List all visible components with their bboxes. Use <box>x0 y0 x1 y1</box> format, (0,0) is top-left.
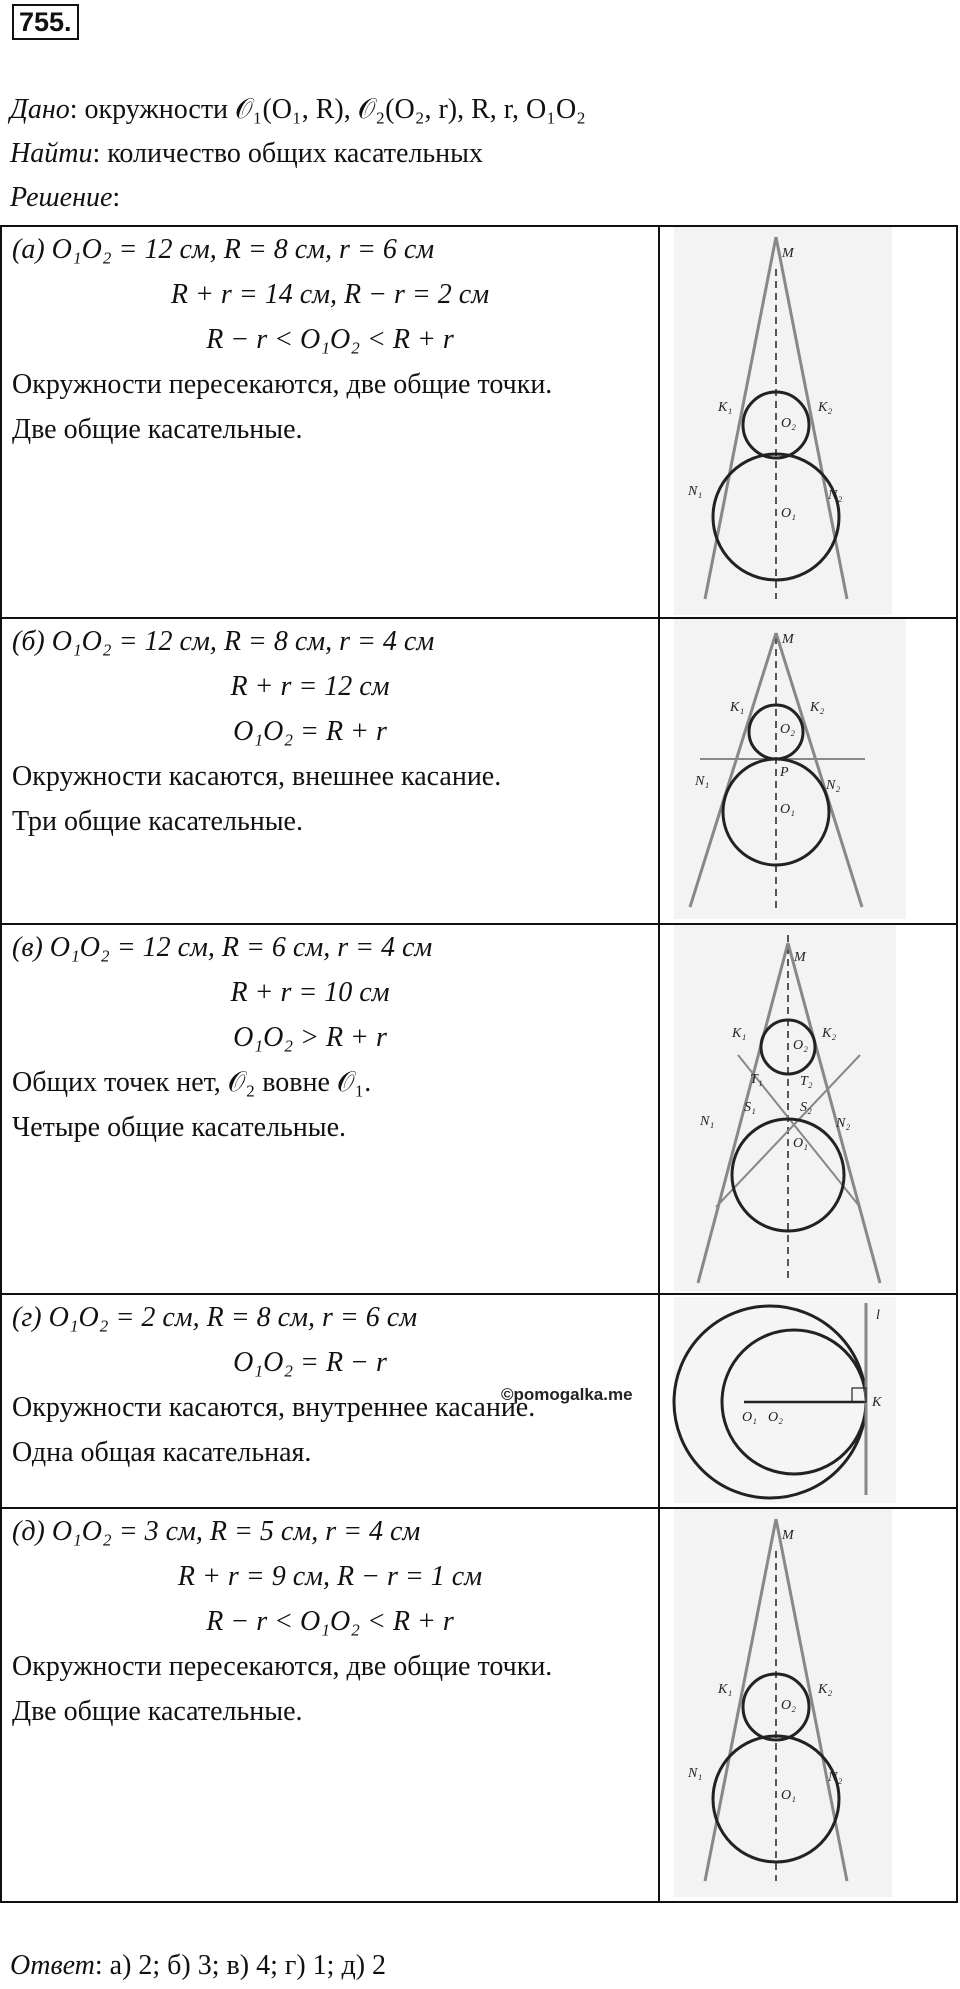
case-a-conclusion: Окружности пересекаются, две общие точки. <box>12 369 553 400</box>
case-e-row <box>1 1508 957 1902</box>
answer-label: Ответ <box>10 1950 95 1981</box>
label-K2: K₂ <box>818 400 833 415</box>
label-O1: O₁ <box>781 1788 796 1803</box>
label-O2: O₂ <box>768 1410 783 1425</box>
label-N2: N₂ <box>826 778 841 793</box>
label-N1: N₁ <box>700 1114 715 1129</box>
label-N1: N₁ <box>688 484 703 499</box>
label-N1: N₁ <box>695 774 710 789</box>
case-d-figure-cell <box>659 1294 957 1508</box>
label-K2: K₂ <box>822 1026 837 1041</box>
case-a-figure-cell <box>659 226 957 618</box>
case-d-figure <box>660 1295 956 1507</box>
given-text: : окружности 𝒪₁(O₁, R), 𝒪₂(O₂, r), R, r, O₁O₂ <box>69 94 586 125</box>
label-O2: O₂ <box>780 722 795 737</box>
case-a-tangents: Две общие касательные. <box>12 414 303 445</box>
case-d-row <box>1 1294 957 1508</box>
case-a-row <box>1 226 957 618</box>
label-S2: S₂ <box>800 1100 812 1115</box>
case-e-relation: R − r < O₁O₂ < R + r <box>206 1606 454 1637</box>
label-M: M <box>782 1528 794 1543</box>
case-c-sum: R + r = 10 см <box>230 977 390 1008</box>
label-N1: N₁ <box>688 1766 703 1781</box>
case-d-relation: O₁O₂ = R − r <box>233 1347 387 1378</box>
case-a-given: (а) O₁O₂ = 12 см, R = 8 см, r = 6 см <box>12 234 435 265</box>
find-line <box>10 136 483 172</box>
case-c-text <box>1 924 659 1294</box>
case-c-conclusion: Общих точек нет, 𝒪₂ вовне 𝒪₁. <box>12 1067 372 1098</box>
case-c-relation: O₁O₂ > R + r <box>233 1022 387 1053</box>
watermark: ©pomogalka.me <box>501 1385 633 1404</box>
case-c-figure <box>660 925 956 1293</box>
solution-line <box>10 180 120 216</box>
case-e-sum: R + r = 9 см, R − r = 1 см <box>177 1561 483 1592</box>
label-O1: O₁ <box>742 1410 757 1425</box>
answer-text: : а) 2; б) 3; в) 4; г) 1; д) 2 <box>94 1950 387 1981</box>
label-O1: O₁ <box>793 1136 808 1151</box>
label-N2: N₂ <box>828 488 843 503</box>
problem-number: 755. <box>12 4 79 40</box>
case-e-figure-cell <box>659 1508 957 1902</box>
case-e-given: (д) O₁O₂ = 3 см, R = 5 см, r = 4 см <box>12 1516 421 1547</box>
label-T1: T₁ <box>750 1072 763 1087</box>
case-d-given: (г) O₁O₂ = 2 см, R = 8 см, r = 6 см <box>12 1302 418 1333</box>
case-e-tangents: Две общие касательные. <box>12 1696 303 1727</box>
case-e-figure <box>660 1509 956 1901</box>
given-label: Дано <box>10 94 70 125</box>
label-K1: K₁ <box>730 700 745 715</box>
watermark-box <box>497 1381 697 1411</box>
label-P: P <box>780 765 789 780</box>
label-l: l <box>876 1308 880 1323</box>
find-text: : количество общих касательных <box>92 138 483 169</box>
label-O2: O₂ <box>793 1038 808 1053</box>
case-b-tangents: Три общие касательные. <box>12 806 303 837</box>
case-a-sum: R + r = 14 см, R − r = 2 см <box>170 279 490 310</box>
case-b-conclusion: Окружности касаются, внешнее касание. <box>12 761 502 792</box>
label-K1: K₁ <box>718 400 733 415</box>
label-M: M <box>782 632 794 647</box>
case-c-given: (в) O₁O₂ = 12 см, R = 6 см, r = 4 см <box>12 932 433 963</box>
label-O2: O₂ <box>781 416 796 431</box>
label-O2: O₂ <box>781 1698 796 1713</box>
case-b-row <box>1 618 957 924</box>
label-K: K <box>872 1395 882 1410</box>
case-b-sum: R + r = 12 см <box>230 671 390 702</box>
case-e-conclusion: Окружности пересекаются, две общие точки. <box>12 1651 553 1682</box>
label-M: M <box>782 246 794 261</box>
solution-table <box>0 225 958 1903</box>
figure-background <box>674 925 896 1291</box>
case-b-figure <box>660 619 956 923</box>
case-b-figure-cell <box>659 618 957 924</box>
solution-text: : <box>112 182 121 213</box>
label-N2: N₂ <box>828 1770 843 1785</box>
case-c-tangents: Четыре общие касательные. <box>12 1112 347 1143</box>
label-O1: O₁ <box>781 506 796 521</box>
case-c-figure-cell <box>659 924 957 1294</box>
case-b-text <box>1 618 659 924</box>
label-T2: T₂ <box>800 1074 813 1089</box>
case-a-text <box>1 226 659 618</box>
find-label: Найти <box>10 138 93 169</box>
label-S1: S₁ <box>744 1100 756 1115</box>
label-K1: K₁ <box>718 1682 733 1697</box>
label-N2: N₂ <box>836 1116 851 1131</box>
case-a-figure <box>660 227 956 617</box>
case-d-conclusion: Окружности касаются, внутреннее касание. <box>12 1392 536 1423</box>
figure-background <box>674 619 906 919</box>
case-d-tangents: Одна общая касательная. <box>12 1437 312 1468</box>
label-M: M <box>794 950 806 965</box>
case-b-relation: O₁O₂ = R + r <box>233 716 387 747</box>
label-O1: O₁ <box>780 802 795 817</box>
answer-line <box>10 1948 386 1984</box>
solution-label: Решение <box>10 182 113 213</box>
label-K2: K₂ <box>810 700 825 715</box>
label-K2: K₂ <box>818 1682 833 1697</box>
case-b-given: (б) O₁O₂ = 12 см, R = 8 см, r = 4 см <box>12 626 435 657</box>
case-c-row <box>1 924 957 1294</box>
label-K1: K₁ <box>732 1026 747 1041</box>
case-e-text <box>1 1508 659 1902</box>
case-a-relation: R − r < O₁O₂ < R + r <box>206 324 454 355</box>
given-line <box>10 92 586 128</box>
